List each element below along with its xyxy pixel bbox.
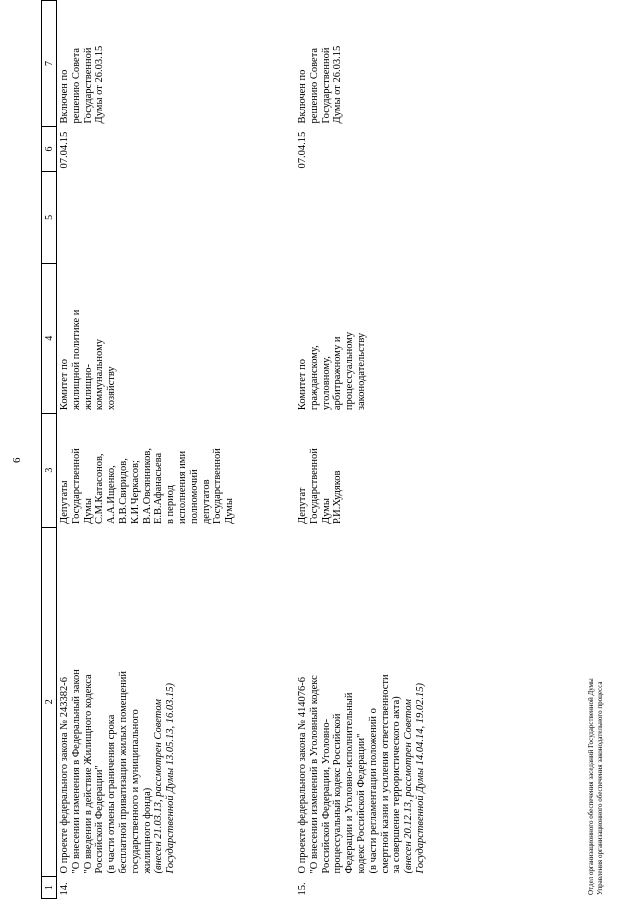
status-line: Включен по [297,69,308,124]
footer-line: Управления организационного обеспечения законодательного процесса [596,681,604,895]
column-header: 2 [42,527,57,876]
title-line: О проекте федерального закона № 243382-6 [59,676,70,874]
status-line: Государственной [320,47,332,124]
title-line: государственного и муниципального [129,709,141,874]
initiator-line: Государственной [308,448,320,525]
column-header: 6 [42,126,57,171]
committee-line: уголовному, [320,356,332,411]
col5-cell [57,171,296,263]
row-number: 14. [59,882,70,896]
title-line: за совершение террористического акта) [391,696,403,874]
row-number: 15. [297,882,308,896]
title-line: процессуальный кодекс Российской [332,713,344,874]
initiator-line: Думы [224,498,236,525]
header-row [42,1,57,899]
committee-line: арбитражному и [332,336,344,411]
initiator-line: полномочий [188,469,200,525]
bill-note: (внесен 21.03.13, рассмотрен Советом [153,699,165,874]
status-line: Государственной [82,47,94,124]
committee [295,263,427,413]
title-line: О проекте федерального закона № 414076-6 [297,676,308,874]
bill-title [295,527,427,876]
initiator-line: С.М.Катасонов, [94,453,106,525]
table-row [57,1,296,899]
status-line: Думы от 26.03.15 [332,45,344,124]
column-header: 3 [42,413,57,527]
committee-line: коммунальному [94,339,106,411]
column-header: 4 [42,263,57,413]
initiator [295,413,427,527]
column-header: 5 [42,171,57,263]
bill-note: Государственной Думы 14.04.14, 19.02.15) [414,683,426,874]
initiator-line: К.И.Черкасов; [129,460,141,525]
committee-line: законодательству [355,332,367,411]
status-line: решению Совета [70,47,82,124]
title-line: "О внесении изменения в Федеральный закон [70,669,82,874]
title-line: смертной казни и усиления ответственности [379,674,391,874]
committee-line: жилищно- [82,363,94,411]
initiator-line: Депутат [297,487,308,525]
title-line: Российской Федерации" [94,765,106,874]
title-line: (в части регламентации положений о [367,708,379,874]
committee-line: процессуальному [344,331,356,411]
title-line: жилищного фонда) [141,787,153,874]
bills-table [41,0,427,899]
title-line: Федерации и Уголовно-исполнительный [344,692,356,874]
status-line: Включен по [59,69,70,124]
page-number: 6 [11,457,23,463]
col5-cell [295,171,427,263]
initiator-line: А.А.Ищенко, [106,465,118,525]
column-header: 1 [42,877,57,899]
committee-line: хозяйству [106,366,118,411]
date-cell: 07.04.15 [297,131,308,169]
date-cell: 07.04.15 [59,131,70,169]
bill-title [57,527,296,876]
title-line: "О введении в действие Жилищного кодекса [82,674,94,874]
initiator-line: депутатов [200,479,212,525]
title-line: кодекс Российской Федерации" [355,733,367,874]
title-line: Российской Федерации, Уголовно- [320,718,332,874]
initiator-line: исполнения ими [176,450,188,525]
title-line: бесплатной приватизации жилых помещений [117,670,129,874]
committee [57,263,296,413]
initiator-line: В.В.Свиридов, [117,458,129,525]
status-cell [57,1,296,127]
title-line: "О внесении изменений в Уголовный кодекс [308,675,320,874]
bill-note: (внесен 20.12.13, рассмотрен Советом [403,699,415,874]
committee-line: жилищной политике и [70,309,82,411]
committee-line: Комитет по [59,358,70,411]
status-line: решению Совета [308,47,320,124]
status-line: Думы от 26.03.15 [94,45,106,124]
title-line: (в части отмены ограничения срока [106,714,118,874]
footer-line: Отдел организационного обеспечения заседаний Государственной Думы [587,678,595,895]
initiator-line: в период [165,485,177,525]
bill-note: Государственной Думы 13.05.13, 16.03.15) [165,683,177,874]
initiator-line: Государственной [212,448,224,525]
initiator-line: Думы [320,498,332,525]
initiator-line: Е.В.Афанасьева [153,452,165,525]
column-header: 7 [42,1,57,127]
initiator-line: Р.И.Худяков [332,470,344,525]
initiator-line: В.А.Овсянников, [141,447,153,525]
table-row [295,1,427,899]
initiator [57,413,296,527]
initiator-line: Думы [82,498,94,525]
initiator-line: Государственной [70,448,82,525]
committee-line: гражданскому, [308,345,320,411]
committee-line: Комитет по [297,358,308,411]
status-cell [295,1,427,127]
initiator-line: Депутаты [59,480,70,525]
